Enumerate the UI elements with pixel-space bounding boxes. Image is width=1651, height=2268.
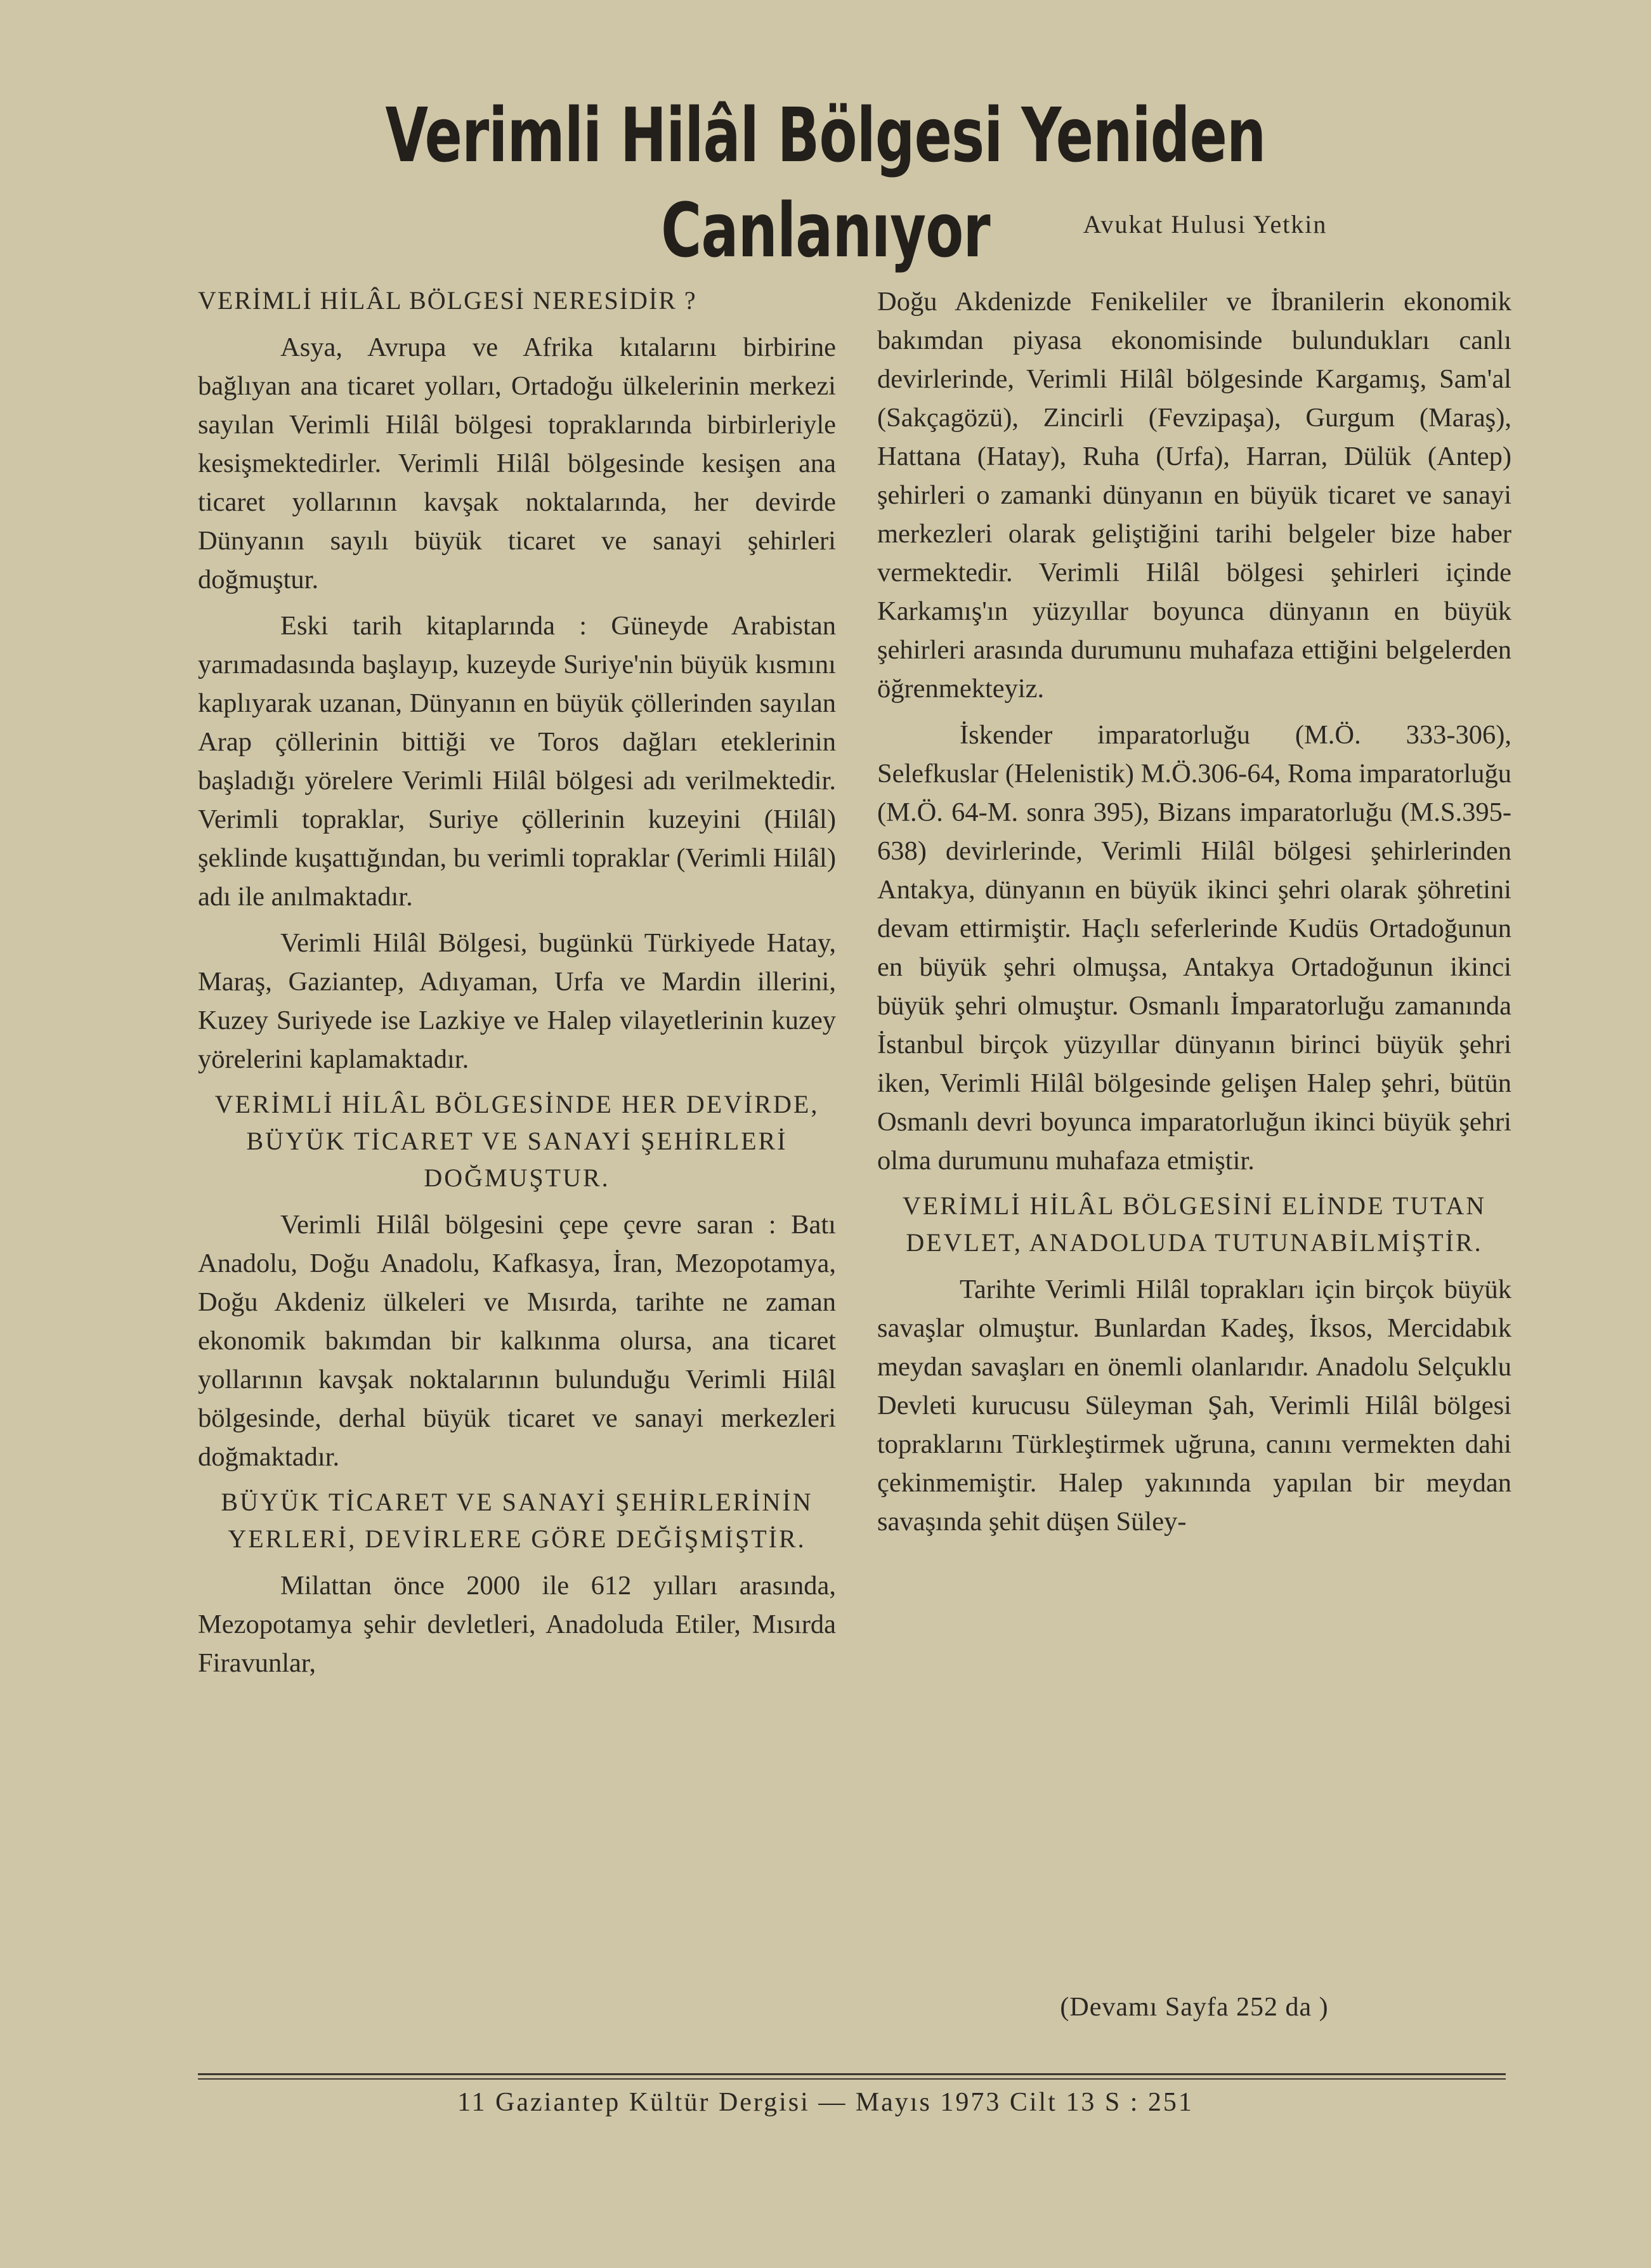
paragraph: Asya, Avrupa ve Afrika kıtalarını birbirine bağlıyan ana ticaret yolları, Ortadoğu ülkelerinin merkezi sayılan Verimli Hilâl bölgesi topraklarında birbirleriyle kesişmektedirler. Verimli Hilâl bölgesinde kesişen ana ticaret yollarının kavşak noktalarında, her devirde Dünyanın sayılı büyük ticaret ve sanayi şehirleri doğmuştur. — [198, 332, 836, 594]
paragraph: Verimli Hilâl Bölgesi, bugünkü Türkiyede Hatay, Maraş, Gaziantep, Adıyaman, Urfa ve Mardin illerini, Kuzey Suriyede ise Lazkiye ve Halep vilayetlerinin kuzey yörelerini kaplamaktadır. — [198, 928, 836, 1074]
page-title: Verimli Hilâl Bölgesi Yeniden Canlanıyor — [385, 91, 1266, 274]
section-heading: VERİMLİ HİLÂL BÖLGESİ NERESİDİR ? — [198, 286, 697, 315]
author-byline: Avukat Hulusi Yetkin — [1083, 210, 1328, 239]
page-footer: 11 Gaziantep Kültür Dergisi — Mayıs 1973 Cilt 13 S : 251 — [457, 2088, 1194, 2117]
left-column — [198, 282, 836, 1690]
paragraph: İskender imparatorluğu (M.Ö. 333-306), Selefkuslar (Helenistik) M.Ö.306-64, Roma imparatorluğu (M.Ö. 64-M. sonra 395), Bizans imparatorluğu (M.S.395-638) devirlerinde, Verimli Hilâl bölgesi şehirlerinden Antakya, dünyanın en büyük ikinci şehri olarak şöhretini devam ettirmiştir. Haçlı seferlerinde Kudüs Ortadoğunun en büyük şehri olmuşsa, Antakya Ortadoğunun ikinci büyük şehri olmuştur. Osmanlı İmparatorluğu zamanında İstanbul birçok yüzyıllar dünyanın birinci büyük şehri iken, Verimli Hilâl bölgesinde gelişen Halep şehri, bütün Osmanlı devri boyunca imparatorluğun ikinci büyük şehri olma durumunu muhafaza etmiştir. — [877, 720, 1511, 1176]
paragraph: Verimli Hilâl bölgesini çepe çevre saran : Batı Anadolu, Doğu Anadolu, Kafkasya, İran, Mezopotamya, Doğu Akdeniz ülkeleri ve Mısırda, tarihte ne zaman ekonomik bakımdan bir kalkınma olursa, ana ticaret yollarının kavşak noktalarının bulunduğu Verimli Hilâl bölgesinde, derhal büyük ticaret ve sanayi merkezleri doğmaktadır. — [198, 1210, 836, 1472]
paragraph: Eski tarih kitaplarında : Güneyde Arabistan yarımadasında başlayıp, kuzeyde Suriye'nin büyük kısmını kaplıyarak uzanan, Dünyanın en büyük çöllerinden sayılan Arap çöllerinin bittiği ve Toros dağları eteklerinin başladığı yörelere Verimli Hilâl bölgesi adı verilmektedir. Verimli topraklar, Suriye çöllerinin kuzeyini (Hilâl) şeklinde kuşattığından, bu verimli topraklar (Verimli Hilâl) adı ile anılmaktadır. — [198, 611, 836, 912]
paragraph: Tarihte Verimli Hilâl toprakları için birçok büyük savaşlar olmuştur. Bunlardan Kadeş, İksos, Mercidabık meydan savaşları en önemli olanlarıdır. Anadolu Selçuklu Devleti kurucusu Süleyman Şah, Verimli Hilâl bölgesi topraklarını Türkleştirmek uğruna, canını vermekten dahi çekinmemiştir. Halep yakınında yapılan bir meydan savaşında şehit düşen Süley- — [877, 1275, 1511, 1537]
paragraph: Doğu Akdenizde Fenikeliler ve İbranilerin ekonomik bakımdan piyasa ekonomisinde bulundukları canlı devirlerinde, Verimli Hilâl bölgesinde Kargamış, Sam'al (Sakçagözü), Zincirli (Fevzipaşa), Gurgum (Maraş), Hattana (Hatay), Ruha (Urfa), Harran, Dülük (Antep) şehirleri o zamanki dünyanın en büyük ticaret ve sanayi merkezleri olarak geliştiğini tarihi belgeler bize haber vermektedir. Verimli Hilâl bölgesi şehirleri içinde Karkamış'ın yüzyıllar boyunca dünyanın en büyük şehirleri arasında durumunu muhafaza ettiğini belgelerden öğrenmekteyiz. — [877, 287, 1511, 704]
continued-note: (Devamı Sayfa 252 da ) — [1060, 1993, 1329, 2022]
section-heading: BÜYÜK TİCARET VE SANAYİ ŞEHİRLERİNİN YERLERİ, DEVİRLERE GÖRE DEĞİŞMİŞTİR. — [221, 1488, 813, 1553]
footer-rule-top — [198, 2073, 1506, 2075]
section-heading: VERİMLİ HİLÂL BÖLGESİNİ ELİNDE TUTAN DEVLET, ANADOLUDA TUTUNABİLMİŞTİR. — [902, 1191, 1487, 1257]
section-heading: VERİMLİ HİLÂL BÖLGESİNDE HER DEVİRDE, BÜYÜK TİCARET VE SANAYİ ŞEHİRLERİ DOĞMUŞTUR. — [214, 1090, 819, 1192]
paragraph: Milattan önce 2000 ile 612 yılları arasında, Mezopotamya şehir devletleri, Anadoluda Etiler, Mısırda Firavunlar, — [198, 1571, 836, 1678]
footer-rule-inner — [198, 2078, 1506, 2080]
right-column — [877, 282, 1511, 1549]
